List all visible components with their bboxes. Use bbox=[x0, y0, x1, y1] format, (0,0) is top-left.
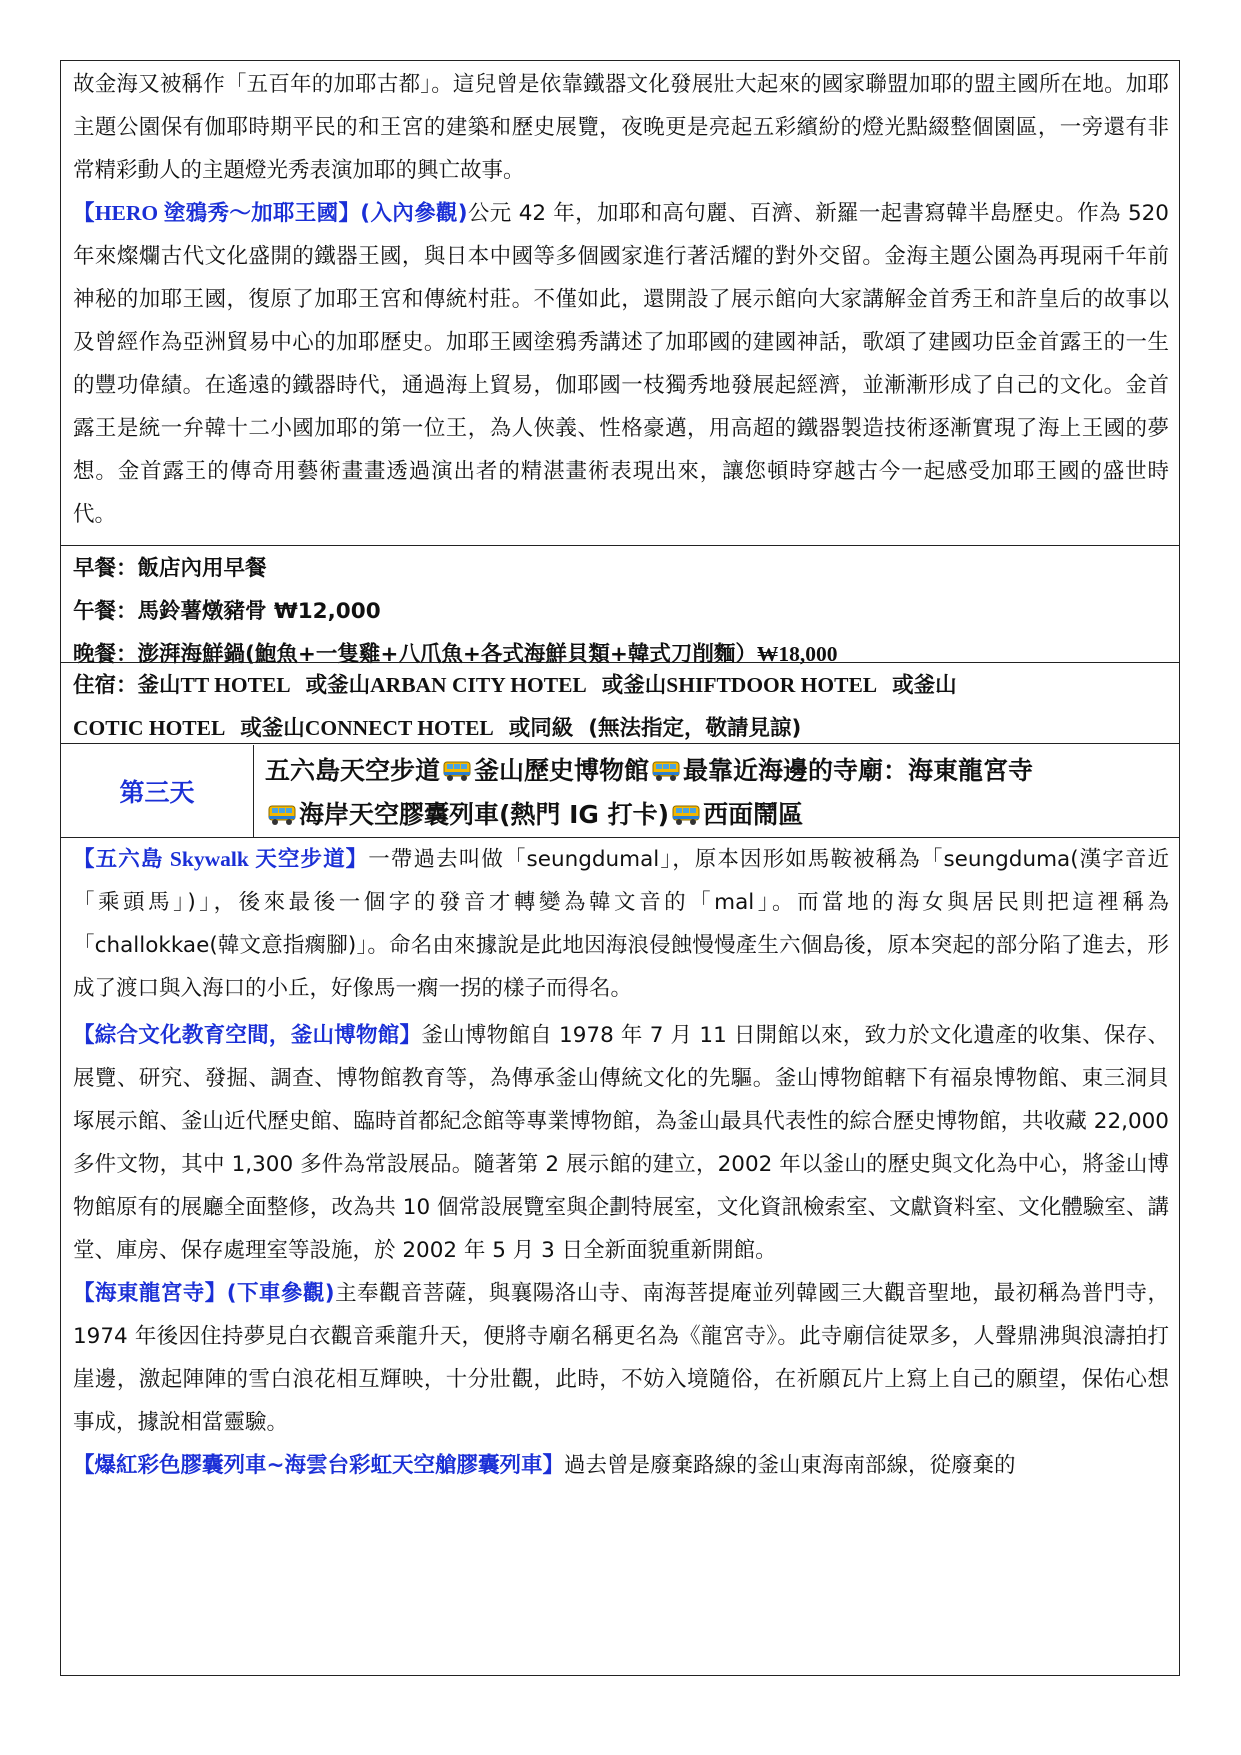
skywalk-title: 【五六島 Skywalk 天空步道】 bbox=[73, 847, 369, 871]
meals-section bbox=[61, 547, 1179, 665]
lodging-text: 住宿：釜山 bbox=[73, 673, 181, 698]
divider bbox=[61, 743, 1179, 744]
divider bbox=[61, 545, 1179, 546]
lunch-line: 午餐：馬鈴薯燉豬骨 ₩12,000 bbox=[73, 599, 381, 624]
lodging-text: 或釜山 bbox=[877, 673, 957, 698]
train-title: 【爆紅彩色膠囊列車~海雲台彩虹天空艙膠囊列車】 bbox=[73, 1453, 565, 1478]
divider bbox=[61, 662, 1179, 663]
dinner-price: ₩18,000 bbox=[756, 642, 838, 666]
lodging-section bbox=[61, 664, 1179, 744]
day3-header bbox=[61, 745, 1179, 837]
hotel-name: COTIC HOTEL bbox=[73, 716, 226, 740]
lodging-text: 或釜山 bbox=[290, 673, 371, 698]
route-stop: 西面鬧區 bbox=[703, 800, 804, 829]
museum-body: 釜山博物館自 1978 年 7 月 11 日開館以來，致力於文化遺產的收集、保存、展覽、研究、發掘、調查、博物館教育等，為傳承釜山傳統文化的先驅。釜山博物館轄下有福泉博物館、東三洞貝塚展示館、釜山近代歷史館、臨時首都紀念館等專業博物館，為釜山最具代表性的綜合歷史博物館，共收藏 22,000 多件文物，其中 1,300 多件為常設展品。隨著第 2 展示館的建立，2002 年以釜山的歷史與文化為中心，將釜山博物館原有的展廳全面整修，改為共 10 個常設展覽室與企劃特展室，文化資訊檢索室、文獻資料室、文化體驗室、講堂、庫房、保存處理室等設施，於 2002 年 5 月 3 日全新面貌重新開館。 bbox=[73, 1023, 1169, 1263]
route-stop: 最靠近海邊的寺廟：海東龍宮寺 bbox=[683, 756, 1034, 785]
lodging-text: 或釜山 bbox=[225, 716, 305, 741]
day-route bbox=[253, 745, 1179, 837]
route-stop: 五六島天空步道 bbox=[265, 756, 441, 785]
lodging-line-1 bbox=[61, 664, 1179, 707]
hero-tag: (入內參觀) bbox=[360, 201, 468, 226]
hotel-name: ARBAN CITY HOTEL bbox=[370, 673, 587, 697]
hero-title: 【HERO 塗鴉秀～加耶王國】 bbox=[73, 201, 361, 225]
temple-title: 【海東龍宮寺】 bbox=[73, 1281, 227, 1306]
bus-icon bbox=[671, 804, 701, 826]
gaya-intro-text: 故金海又被稱作「五百年的加耶古都」。這兒曾是依靠鐵器文化發展壯大起來的國家聯盟加耶的盟主國所在地。加耶主題公園保有伽耶時期平民的和王宮的建築和歷史展覽，夜晚更是亮起五彩繽紛的燈光點綴整個園區，一旁還有非常精彩動人的主題燈光秀表演加耶的興亡故事。 bbox=[73, 72, 1169, 183]
gaya-section bbox=[61, 63, 1179, 545]
skywalk-body: 一帶過去叫做「seungdumal」，原本因形如馬鞍被稱為「seungduma(漢字音近「乘頭馬」)」，後來最後一個字的發音才轉變為韓文音的「mal」。而當地的海女與居民則把這裡稱為「challokkae(韓文意指瘸腳)」。命名由來據說是此地因海浪侵蝕慢慢產生六個島後，原本突起的部分陷了進去，形成了渡口與入海口的小丘，好像馬一瘸一拐的樣子而得名。 bbox=[73, 847, 1170, 1001]
lodging-text: 或釜山 bbox=[586, 673, 667, 698]
day-label: 第三天 bbox=[61, 745, 254, 837]
temple-body: 主奉觀音菩薩，與襄陽洛山寺、南海菩提庵並列韓國三大觀音聖地，最初稱為普門寺，1974 年後因住持夢見白衣觀音乘龍升天，便將寺廟名稱更名為《龍宮寺》。此寺廟信徒眾多，人聲鼎沸與浪濤拍打崖邊，激起陣陣的雪白浪花相互輝映，十分壯觀，此時，不妨入境隨俗，在祈願瓦片上寫上自己的願望，保佑心想事成，據說相當靈驗。 bbox=[73, 1281, 1169, 1435]
hotel-name: TT HOTEL bbox=[180, 673, 291, 697]
dinner-label: 晚餐：澎湃海鮮鍋(鮑魚+一隻雞+八爪魚+各式海鮮貝類+韓式刀削麵） bbox=[73, 642, 757, 667]
temple-tag: (下車參觀) bbox=[226, 1281, 335, 1306]
skywalk-paragraph bbox=[61, 838, 1179, 1010]
bus-icon bbox=[267, 804, 297, 826]
temple-paragraph bbox=[61, 1272, 1179, 1444]
museum-title: 【綜合文化教育空間，釜山博物館】 bbox=[73, 1023, 422, 1048]
day3-details bbox=[61, 839, 1179, 1675]
train-paragraph bbox=[61, 1444, 1179, 1487]
itinerary-table bbox=[60, 60, 1180, 1676]
lodging-text: 或同級 (無法指定，敬請見諒) bbox=[493, 716, 802, 741]
route-stop: 海岸天空膠囊列車(熱門 IG 打卡) bbox=[299, 800, 670, 829]
hotel-name: CONNECT HOTEL bbox=[304, 716, 494, 740]
bus-icon bbox=[442, 760, 472, 782]
hotel-name: SHIFTDOOR HOTEL bbox=[666, 673, 878, 697]
route-stop: 釜山歷史博物館 bbox=[474, 756, 650, 785]
museum-paragraph bbox=[61, 1014, 1179, 1272]
train-body: 過去曾是廢棄路線的釜山東海南部線，從廢棄的 bbox=[564, 1453, 1016, 1478]
gaya-paragraph bbox=[61, 63, 1179, 536]
hero-body: 公元 42 年，加耶和高句麗、百濟、新羅一起書寫韓半島歷史。作為 520 年來燦爛古代文化盛開的鐵器王國，與日本中國等多個國家進行著活耀的對外交留。金海主題公園為再現兩千年前神秘的加耶王國，復原了加耶王宮和傳統村莊。不僅如此，還開設了展示館向大家講解金首秀王和許皇后的故事以及曾經作為亞洲貿易中心的加耶歷史。加耶王國塗鴉秀講述了加耶國的建國神話，歌頌了建國功臣金首露王的一生的豐功偉績。在遙遠的鐵器時代，通過海上貿易，伽耶國一枝獨秀地發展起經濟，並漸漸形成了自己的文化。金首露王是統一弁韓十二小國加耶的第一位王，為人俠義、性格豪邁，用高超的鐵器製造技術逐漸實現了海上王國的夢想。金首露王的傳奇用藝術畫畫透過演出者的精湛畫術表現出來，讓您頓時穿越古今一起感受加耶王國的盛世時代。 bbox=[73, 201, 1169, 527]
bus-icon bbox=[651, 760, 681, 782]
breakfast-line: 早餐：飯店內用早餐 bbox=[73, 556, 267, 581]
